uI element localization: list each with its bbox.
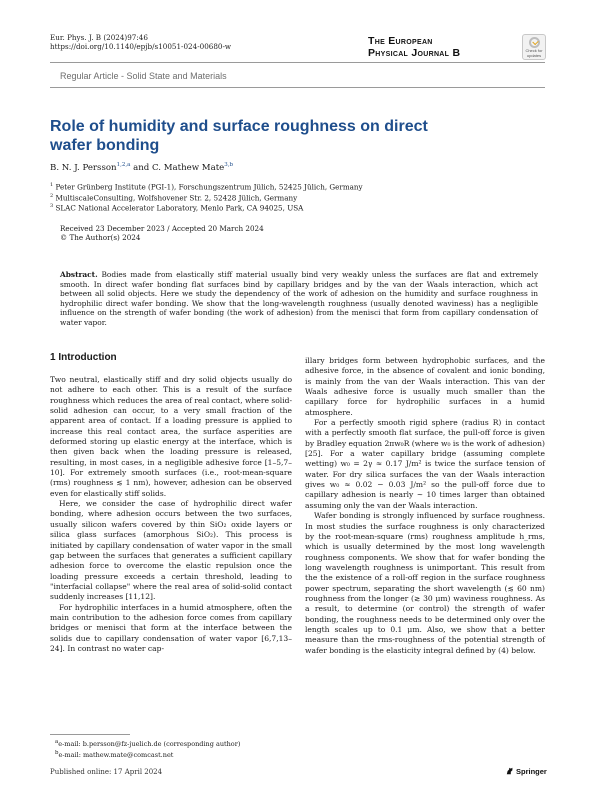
footnote-mark: a [55,739,59,745]
affiliation-text: Peter Grünberg Institute (PGI-1), Forschungszentrum Jülich, 52425 Jülich, Germany [55,182,363,192]
affiliation-mark: 1 [50,182,54,188]
paragraph: Wafer bonding is strongly influenced by surface roughness. In most studies the surface roughness is only characterized by the root-mean-square (rms) roughness amplitude h_rms, which is usually determined by the most long wavelength roughness components. We show that for wafer bonding the long wavelength roughness is unimportant. This result from the the existence of a roll-off region in the surface roughness power spectrum, separating the short wavelength (≲ 60 nm) roughness from the longer (≳ 30 μm) waviness roughness. As a result, to determine (or control) the strength of wafer bonding, the roughness needs to be determined only over the length scales up to 0.1 μm. Also, we show that a better measure than the rms-roughness of the potential strength of wafer bonding is the elasticity integral defined by (4) below. [305,511,545,655]
affiliation-text: MultiscaleConsulting, Wolfshovener Str. 2, 52428 Jülich, Germany [55,192,298,202]
affiliation-mark: 2 [50,192,54,199]
paragraph: illary bridges form between hydrophobic surfaces, and the adhesive force, in the absence of covalent and ionic bonding, is mainly from the van der Waals interaction. This van der Waals adhesive force is usually much smaller than the capillary force for hydrophilic surfaces in a humid atmosphere. [305,356,545,417]
footnote-email[interactable]: e-mail: mathew.mate@comcast.net [58,750,174,759]
authors [50,160,233,174]
paragraph: Two neutral, elastically stiff and dry solid objects usually do not adhere to each other. This is a result of the surface roughness which reduces the area of real contact, where solid-solid adhesion can occur, to a very small fraction of the apparent area of contact. If a loading pressure is applied to increase this real contact area, the surface asperities are deformed storing up elastic energy at the interface, which is then given back when the loading pressure is released, resulting, in most cases, in a negligible adhesive force [1–5,7–10]. For extremely smooth surfaces (i.e., root-mean-square (rms) roughness ≲ 1 nm), however, adhesion can be observed even for elastically stiff solids. [50,375,292,498]
affiliations [50,181,363,213]
author-marks: 1,2,a [116,162,131,168]
author-name[interactable]: B. N. J. Persson [50,162,117,173]
check-for-updates-badge[interactable] [522,34,546,60]
springer-horse-icon [506,767,514,775]
left-column [50,375,292,654]
header-divider [50,62,545,63]
affiliation [50,192,363,203]
article-category: Regular Article - Solid State and Materials [60,71,227,81]
affiliation [50,202,363,213]
paragraph: For a perfectly smooth rigid sphere (radius R) in contact with a perfectly smooth flat surface, the pull-off force is given by Bradley equation 2πw₀R (where w₀ is the work of adhesion) [25]. For a water capillary bridge (assuming complete wetting) w₀ = 2γ ≈ 0.17 J/m² is twice the surface tension of water. For dry silica surfaces the van der Waals interaction gives w₀ ≈ 0.02 − 0.03 J/m² so the pull-off force due to capillary adhesion is nearly ~ 10 times larger than obtained assuming only the van der Waals interaction. [305,418,545,510]
citation: Eur. Phys. J. B (2024)97:46 [50,33,148,42]
footnote-email[interactable]: e-mail: b.persson@fz-juelich.de (corresponding author) [58,740,241,749]
check-icon [529,37,540,48]
publication-dates [60,224,264,242]
footnote-divider [50,734,130,735]
article-title: Role of humidity and surface roughness on direct wafer bonding [50,118,428,154]
received-accepted: Received 23 December 2023 / Accepted 20 March 2024 [60,224,264,233]
section-heading: 1 Introduction [50,352,117,363]
doi-link[interactable]: https://doi.org/10.1140/epjb/s10051-024-00680-w [50,42,232,51]
journal-name-line2: Physical Journal B [368,47,461,59]
publisher-logo [506,767,547,776]
affiliation-text: SLAC National Accelerator Laboratory, Menlo Park, CA 94025, USA [55,203,304,213]
journal-name-line1: The European [368,35,433,47]
paragraph: For hydrophilic interfaces in a humid atmosphere, often the main contribution to the adhesion force comes from capillary bridges or menisci that form at the interface between the solids due to capillary condensation of water vapor [6,7,13–24]. In contrast no water cap- [50,602,292,653]
abstract-label: Abstract. [60,270,98,279]
footnote-mark: b [55,749,59,756]
author-name-2[interactable]: and C. Mathew Mate [133,162,225,173]
author-marks-2: 3,b [224,162,234,168]
affiliation-mark: 3 [50,203,54,210]
check-badge-label: Check for updates [525,48,543,58]
footnotes [55,738,295,760]
footnote [55,738,295,749]
paragraph: Here, we consider the case of hydrophilic direct wafer bonding, where adhesion occurs between the two surfaces, usually silicon wafers covered by thin SiO₂ oxide layers or silica glass surfaces (amorphous SiO₂). This process is initiated by capillary condensation of water vapor in the small gap between the surfaces that generates a sufficient capillary adhesion force to overcome the elastic repulsion once the loading pressure exceeds a certain threshold, leading to "interfacial collapse" where the real area of solid-solid contact suddenly increases [11,12]. [50,499,292,602]
publisher-name: Springer [516,767,547,776]
abstract [60,270,538,328]
copyright: © The Author(s) 2024 [60,233,141,243]
affiliation [50,181,363,192]
abstract-text: Bodies made from elastically stiff material usually bind very weakly unless the surfaces are flat and extremely smooth. In direct wafer bonding flat surfaces bind by capillary bridges and by the van der Waals interaction, which act between all solid objects. Here we study the dependency of the work of adhesion on the humidity and surface roughness in hydrophilic direct wafer bonding. We show that the long-wavelength roughness (usually denoted waviness) has a negligible influence on the strength of wafer bonding (the work of adhesion) from the menisci that form from capillary condensation of water vapor. [60,270,538,327]
published-online: Published online: 17 April 2024 [50,768,163,776]
footnote [55,749,295,760]
header-divider-bottom [50,87,545,88]
right-column [305,356,545,656]
journal-name [368,35,460,59]
